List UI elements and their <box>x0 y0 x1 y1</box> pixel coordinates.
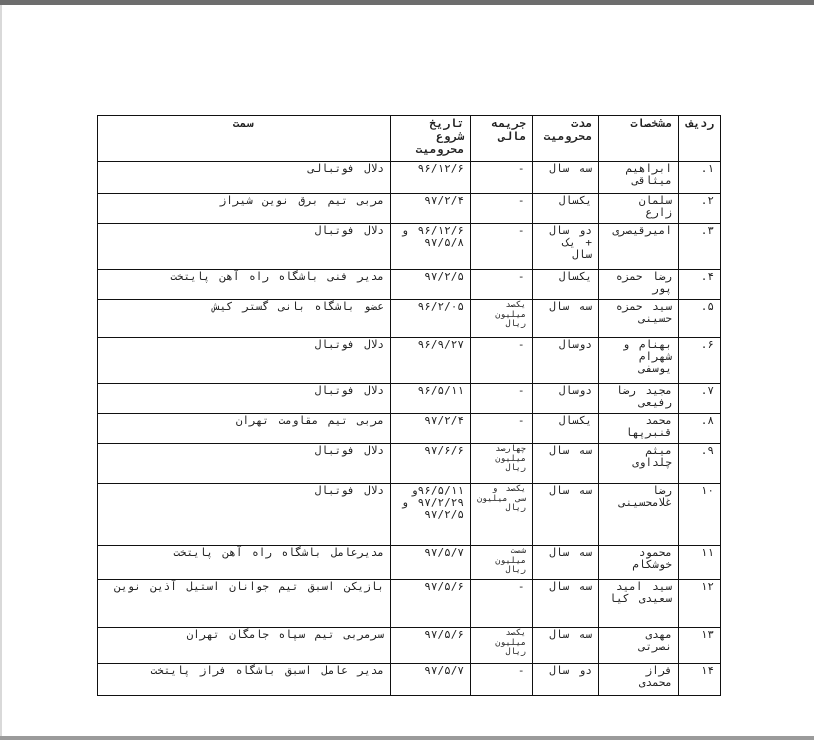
cell-ban-duration: سه سال <box>533 300 599 338</box>
cell-ban-duration: دو سال <box>533 664 599 696</box>
cell-ban-duration: سه سال <box>533 546 599 580</box>
cell-position: مدیر فنی باشگاه راه آهن پایتخت <box>98 270 391 300</box>
cell-start-date: ۹۶/۹/۲۷ <box>391 338 471 384</box>
cell-row-no: ۲. <box>679 194 721 224</box>
cell-position: سرمربی تیم سپاه جامگان تهران <box>98 628 391 664</box>
cell-start-date: ۹۷/۲/۴ <box>391 414 471 444</box>
cell-position: بازیکن اسبق تیم جوانان استیل آذین نوین <box>98 580 391 628</box>
cell-start-date: ۹۷/۵/۶ <box>391 580 471 628</box>
cell-name: رضا حمزه پور <box>599 270 679 300</box>
cell-fine: - <box>471 414 533 444</box>
table-row <box>98 546 721 580</box>
cell-ban-duration: سه سال <box>533 580 599 628</box>
cell-ban-duration: دو سال + یک سال <box>533 224 599 270</box>
penalties-table <box>97 115 721 696</box>
cell-row-no: ۴. <box>679 270 721 300</box>
cell-name: سید امید سعیدی کیا <box>599 580 679 628</box>
cell-ban-duration: سه سال <box>533 162 599 194</box>
cell-position: دلال فوتبال <box>98 444 391 484</box>
table-row <box>98 224 721 270</box>
cell-fine: - <box>471 270 533 300</box>
cell-row-no: ۱۲ <box>679 580 721 628</box>
table-row <box>98 338 721 384</box>
cell-position: مدیرعامل باشگاه راه آهن پایتخت <box>98 546 391 580</box>
table-body <box>98 162 721 696</box>
header-ban-duration: مدت محرومیت <box>533 116 599 162</box>
cell-name: مجید رضا رفیعی <box>599 384 679 414</box>
cell-fine: - <box>471 384 533 414</box>
cell-name: محمود خوشکام <box>599 546 679 580</box>
cell-start-date: ۹۷/۶/۶ <box>391 444 471 484</box>
header-start-date: تاریخ شروع محرومیت <box>391 116 471 162</box>
cell-ban-duration: سه سال <box>533 484 599 546</box>
cell-start-date: ۹۶/۵/۱۱و ۹۷/۲/۲۹ و ۹۷/۲/۵ <box>391 484 471 546</box>
cell-row-no: ۳. <box>679 224 721 270</box>
cell-row-no: ۱۴ <box>679 664 721 696</box>
cell-position: دلال فوتبال <box>98 484 391 546</box>
cell-position: مربی تیم برق نوین شیراز <box>98 194 391 224</box>
cell-fine: شصت میلیون ریال <box>471 546 533 580</box>
header-row-no: ردیف <box>679 116 721 162</box>
cell-fine: - <box>471 194 533 224</box>
cell-position: دلال فوتبالی <box>98 162 391 194</box>
table-row <box>98 580 721 628</box>
cell-name: رضا غلامحسینی <box>599 484 679 546</box>
cell-ban-duration: یکسال <box>533 414 599 444</box>
cell-position: مدیر عامل اسبق باشگاه فراز پایتخت <box>98 664 391 696</box>
cell-fine: یکصد میلیون ریال <box>471 300 533 338</box>
table-row <box>98 484 721 546</box>
cell-fine: یکصد میلیون ریال <box>471 628 533 664</box>
table-row <box>98 414 721 444</box>
cell-start-date: ۹۶/۱۲/۶ و ۹۷/۵/۸ <box>391 224 471 270</box>
cell-ban-duration: دوسال <box>533 384 599 414</box>
cell-name: میثم چلداوی <box>599 444 679 484</box>
header-row <box>98 116 721 162</box>
cell-fine: - <box>471 664 533 696</box>
cell-fine: - <box>471 580 533 628</box>
cell-start-date: ۹۷/۵/۷ <box>391 546 471 580</box>
cell-start-date: ۹۶/۱۲/۶ <box>391 162 471 194</box>
header-position: سمت <box>98 116 391 162</box>
table-row <box>98 194 721 224</box>
cell-fine: - <box>471 224 533 270</box>
viewer-bottom-bar <box>0 736 814 740</box>
cell-ban-duration: یکسال <box>533 270 599 300</box>
table-row <box>98 300 721 338</box>
cell-row-no: ۵. <box>679 300 721 338</box>
cell-start-date: ۹۷/۵/۷ <box>391 664 471 696</box>
table-row <box>98 162 721 194</box>
cell-position: عضو باشگاه بانی گستر کیش <box>98 300 391 338</box>
cell-start-date: ۹۶/۲/۰۵ <box>391 300 471 338</box>
cell-fine: - <box>471 338 533 384</box>
cell-name: بهنام و شهرام یوسفی <box>599 338 679 384</box>
table-header <box>98 116 721 162</box>
table-row <box>98 384 721 414</box>
cell-start-date: ۹۷/۲/۵ <box>391 270 471 300</box>
table-row <box>98 664 721 696</box>
cell-position: دلال فوتبال <box>98 338 391 384</box>
cell-ban-duration: یکسال <box>533 194 599 224</box>
cell-ban-duration: دوسال <box>533 338 599 384</box>
cell-ban-duration: سه سال <box>533 628 599 664</box>
cell-position: دلال فوتبال <box>98 224 391 270</box>
table-row <box>98 270 721 300</box>
cell-start-date: ۹۶/۵/۱۱ <box>391 384 471 414</box>
cell-fine: - <box>471 162 533 194</box>
cell-position: مربی تیم مقاومت تهران <box>98 414 391 444</box>
cell-row-no: ۱۳ <box>679 628 721 664</box>
cell-row-no: ۸. <box>679 414 721 444</box>
cell-name: امیرقیصری <box>599 224 679 270</box>
cell-row-no: ۱۱ <box>679 546 721 580</box>
cell-name: فراز محمدی <box>599 664 679 696</box>
cell-name: محمد قنبرپها <box>599 414 679 444</box>
cell-row-no: ۱۰ <box>679 484 721 546</box>
cell-row-no: ۷. <box>679 384 721 414</box>
cell-row-no: ۱. <box>679 162 721 194</box>
cell-start-date: ۹۷/۲/۴ <box>391 194 471 224</box>
table-row <box>98 628 721 664</box>
cell-ban-duration: سه سال <box>533 444 599 484</box>
cell-name: سید حمزه حسینی <box>599 300 679 338</box>
cell-row-no: ۶. <box>679 338 721 384</box>
table-row <box>98 444 721 484</box>
cell-name: ابراهیم میثاقی <box>599 162 679 194</box>
cell-fine: چهارصد میلیون ریال <box>471 444 533 484</box>
cell-position: دلال فوتبال <box>98 384 391 414</box>
header-fine: جریمه مالی <box>471 116 533 162</box>
header-name: مشخصات <box>599 116 679 162</box>
cell-name: سلمان زارع <box>599 194 679 224</box>
cell-name: مهدی نصرتی <box>599 628 679 664</box>
page-edge <box>0 5 2 738</box>
cell-fine: یکصد و سی میلیون ریال <box>471 484 533 546</box>
cell-row-no: ۹. <box>679 444 721 484</box>
cell-start-date: ۹۷/۵/۶ <box>391 628 471 664</box>
